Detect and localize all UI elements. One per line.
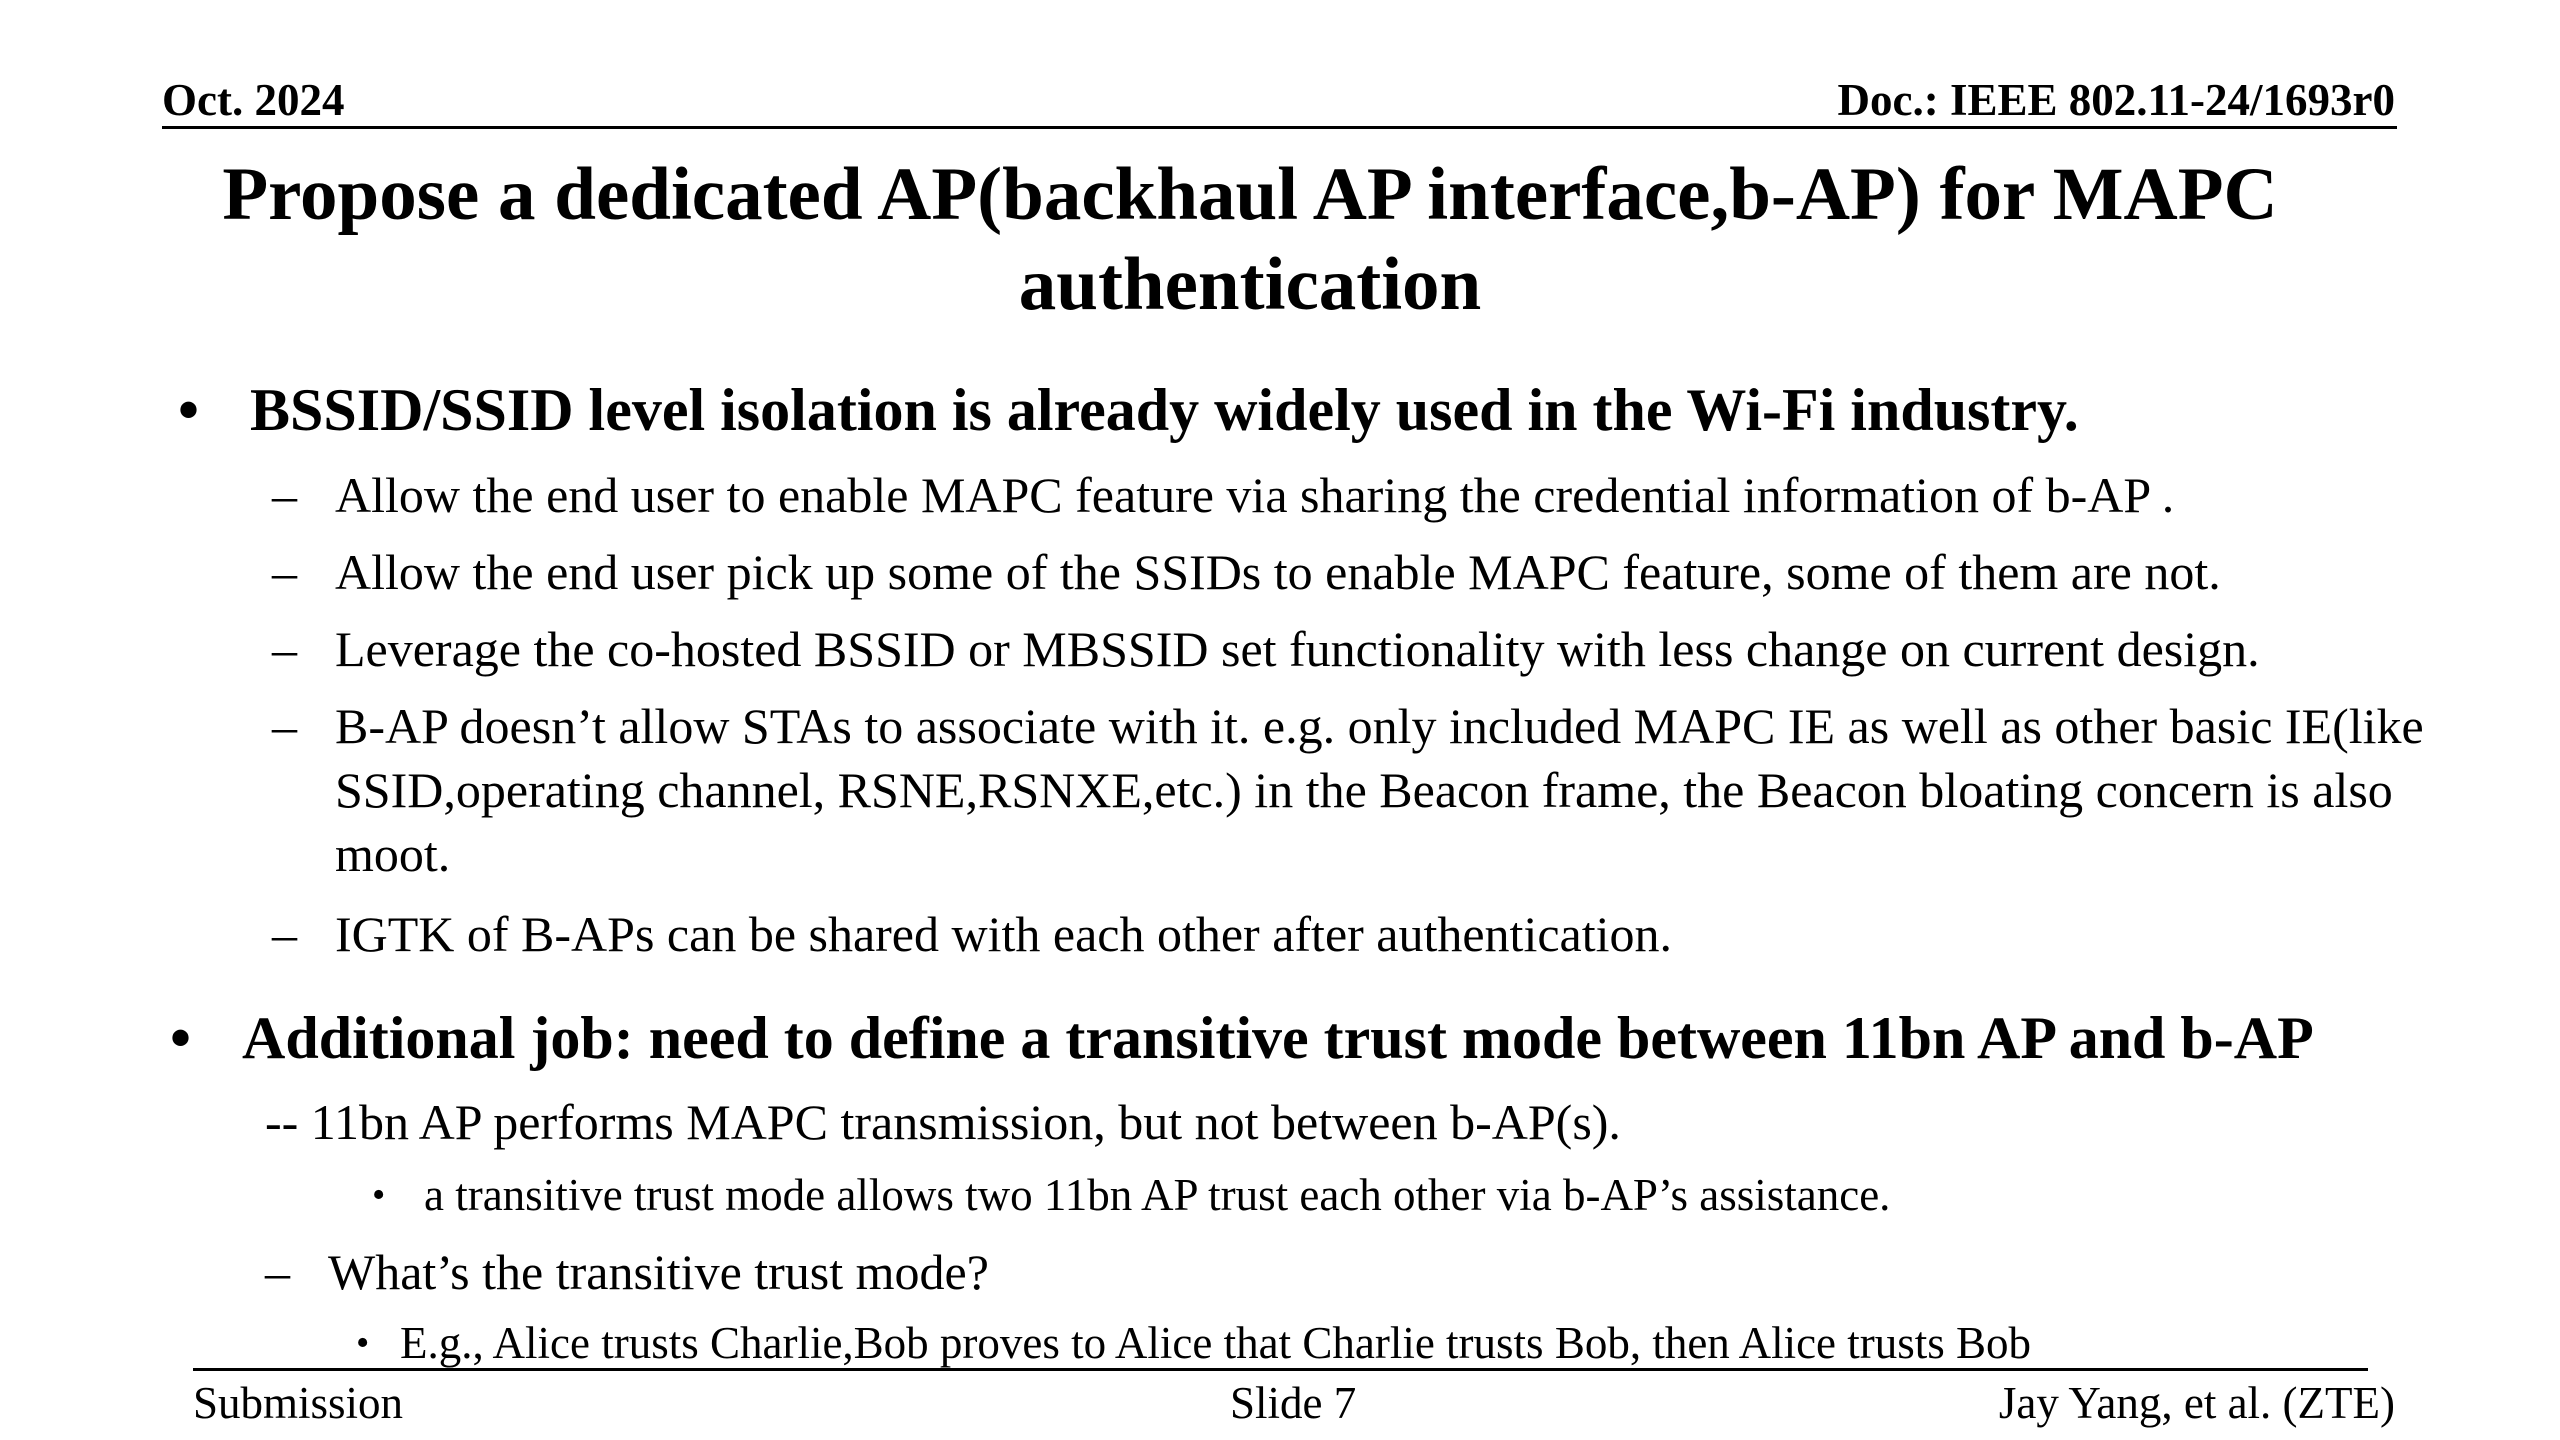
section2-heading [170,1003,2314,1073]
slide-title [0,150,2500,330]
section1-item-text: Allow the end user to enable MAPC feature via sharing the credential information of b-AP . [335,467,2175,523]
bullet-icon: • [372,1174,386,1216]
dash-icon: – [265,1244,290,1300]
dash-icon: – [272,621,297,677]
dash-icon: – [272,544,297,600]
section1-item-text: IGTK of B-APs can be shared with each other after authentication. [335,906,1673,962]
section2-subitem-text: a transitive trust mode allows two 11bn AP trust each other via b-AP’s assistance. [424,1170,1891,1220]
bullet-icon: • [178,377,200,443]
section1-item [272,540,2221,604]
bullet-icon: • [356,1322,370,1364]
dash-icon: – [272,906,297,962]
header-doc-id: Doc.: IEEE 802.11-24/1693r0 [1837,75,2395,125]
section2-question [265,1240,989,1304]
header-date: Oct. 2024 [162,75,345,125]
bullet-icon: • [170,1005,192,1071]
section1-item [272,694,2435,886]
footer-slide-number: Slide 7 [1230,1378,1357,1428]
section1-item-text: Leverage the co-hosted BSSID or MBSSID set functionality with less change on current design. [335,621,2260,677]
slide-title-line-2: authentication [1018,243,1482,326]
section1-item [272,902,1673,966]
header-divider [162,126,2397,129]
section1-item [272,463,2175,527]
section2-example [356,1315,2032,1371]
section2-subitem [372,1167,1891,1223]
section2-heading-text: Additional job: need to define a transitive trust mode between 11bn AP and b-AP [242,1005,2314,1071]
section1-heading-text: BSSID/SSID level isolation is already widely used in the Wi-Fi industry. [250,377,2079,443]
section1-heading [178,375,2079,445]
dash-icon: – [272,698,297,754]
footer-divider [193,1368,2368,1371]
section2-question-text: What’s the transitive trust mode? [328,1244,989,1300]
section1-item [272,617,2260,681]
footer-author: Jay Yang, et al. (ZTE) [1998,1378,2395,1428]
section1-item-text: B-AP doesn’t allow STAs to associate with it. e.g. only included MAPC IE as well as other basic IE(like SSID,operating channel, RSNE,RSNXE,etc.) in the Beacon frame, the Beacon bloating concern is also moot. [335,698,2424,882]
section1-item-text: Allow the end user pick up some of the SSIDs to enable MAPC feature, some of them are not. [335,544,2221,600]
section2-line: -- 11bn AP performs MAPC transmission, but not between b-AP(s). [265,1094,1621,1150]
section2-example-text: E.g., Alice trusts Charlie,Bob proves to Alice that Charlie trusts Bob, then Alice trusts Bob [400,1318,2032,1368]
slide-title-line-1: Propose a dedicated AP(backhaul AP interface,b-AP) for MAPC [222,153,2278,236]
footer-submission: Submission [193,1378,404,1428]
dash-icon: – [272,467,297,523]
